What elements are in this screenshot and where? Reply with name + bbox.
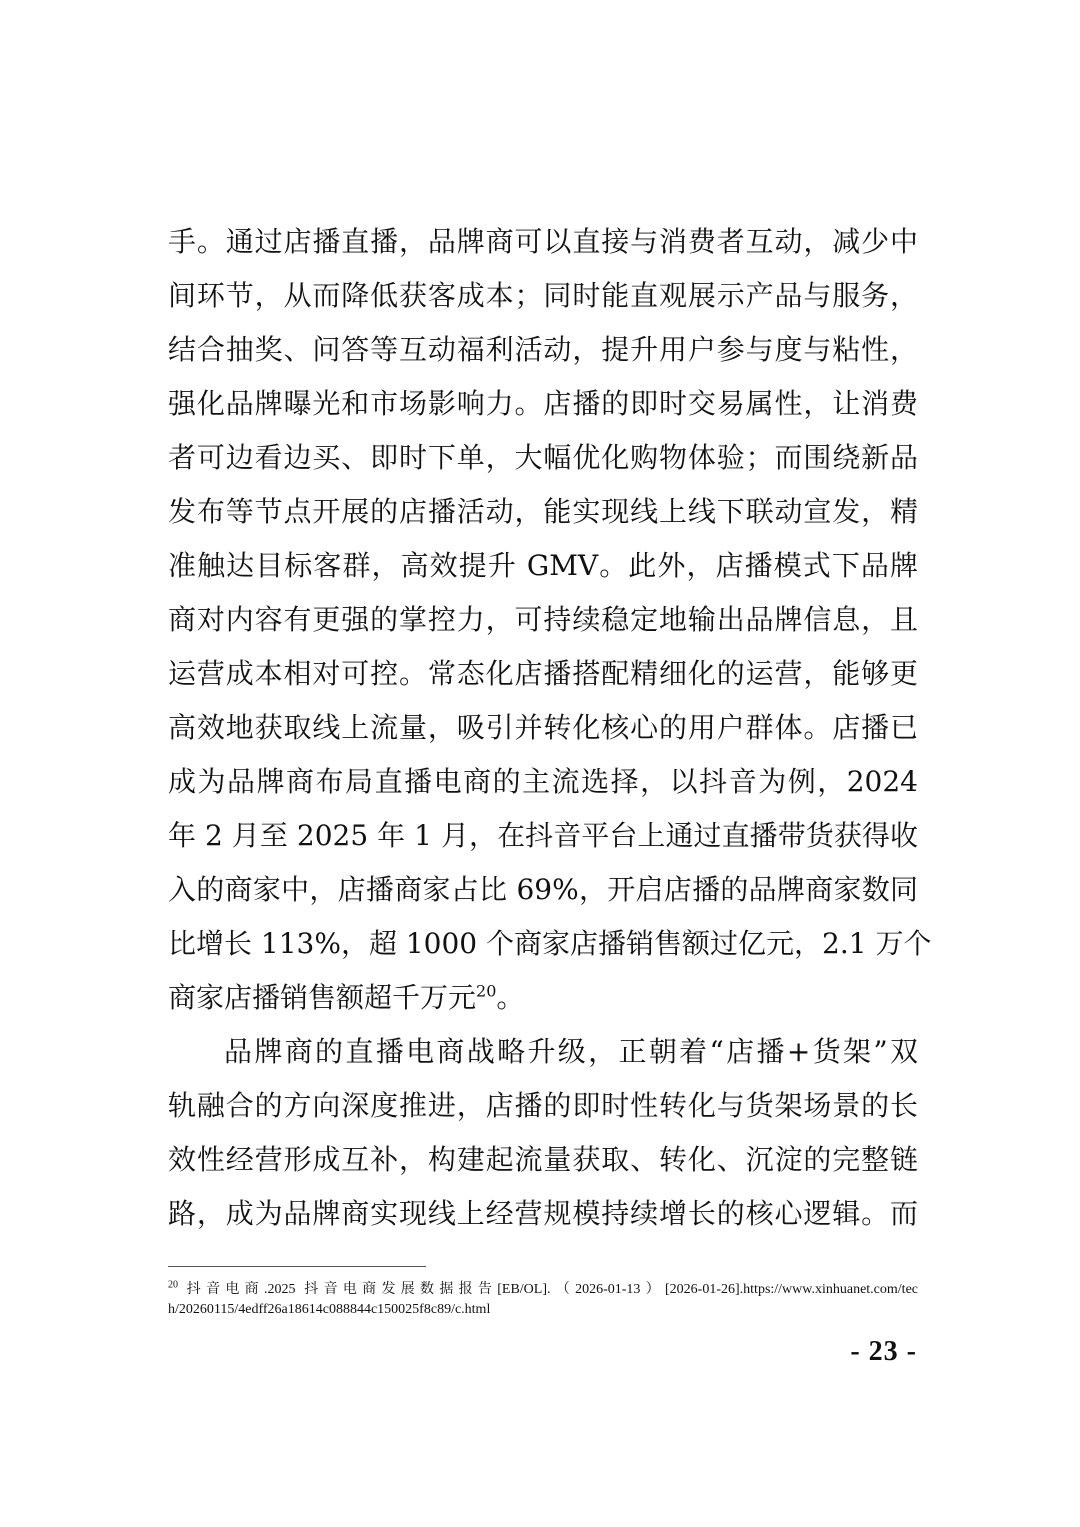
paragraph-2-line-2: 轨融合的方向深度推进，店播的即时性转化与货架场景的长 xyxy=(168,1089,918,1122)
paragraph-1-line-4: 强化品牌曝光和市场影响力。店播的即时交易属性，让消费 xyxy=(168,387,918,420)
footnote-line-2[interactable]: h/20260115/4edff26a18614c088844c150025f8c89/c.html xyxy=(168,1302,491,1317)
footnote-number: 20 xyxy=(168,1279,178,1291)
paragraph-2-line-1: 品牌商的直播电商战略升级，正朝着“店播+货架”双 xyxy=(224,1035,918,1068)
paragraph-1-line-3: 结合抽奖、问答等互动福利活动，提升用户参与度与粘性， xyxy=(168,333,918,366)
paragraph-1-last-line-text: 商家店播销售额超千万元 xyxy=(168,981,477,1014)
paragraph-1-line-8: 商对内容有更强的掌控力，可持续稳定地输出品牌信息，且 xyxy=(168,603,918,636)
body-text xyxy=(168,215,932,1241)
paragraph-1-line-7: 准触达目标客群，高效提升 GMV。此外，店播模式下品牌 xyxy=(168,549,918,582)
footnote-reference[interactable]: 20 xyxy=(476,981,497,1001)
paragraph-2-line-4: 路，成为品牌商实现线上经营规模持续增长的核心逻辑。而 xyxy=(168,1197,918,1230)
footnote-line-1 xyxy=(168,1280,918,1300)
footnote xyxy=(168,1280,918,1320)
paragraph-1-line-11: 成为品牌商布局直播电商的主流选择，以抖音为例，2024 xyxy=(168,765,918,798)
paragraph-1-line-14: 比增长 113%，超 1000 个商家店播销售额过亿元，2.1 万个 xyxy=(168,927,932,960)
paragraph-1-last-line-end: 。 xyxy=(496,981,525,1014)
paragraph-1-line-10: 高效地获取线上流量，吸引并转化核心的用户群体。店播已 xyxy=(168,711,918,744)
paragraph-1-line-9: 运营成本相对可控。常态化店播搭配精细化的运营，能够更 xyxy=(168,657,918,690)
paragraph-1-line-13: 入的商家中，店播商家占比 69%，开启店播的品牌商家数同 xyxy=(168,873,918,906)
paragraph-1-line-2: 间环节，从而降低获客成本；同时能直观展示产品与服务， xyxy=(168,279,918,312)
footnote-divider xyxy=(168,1266,426,1267)
footnote-text-1: 抖音电商.2025 抖音电商发展数据报告[EB/OL].（2026-01-13）[2026-01-26].https://www.xinhuanet.com/tec xyxy=(186,1282,918,1297)
paragraph-1-line-5: 者可边看边买、即时下单，大幅优化购物体验；而围绕新品 xyxy=(168,441,918,474)
page-number: - 23 - xyxy=(850,1336,917,1367)
paragraph-1-line-1: 手。通过店播直播，品牌商可以直接与消费者互动，减少中 xyxy=(168,225,918,258)
paragraph-1-line-6: 发布等节点开展的店播活动，能实现线上线下联动宣发，精 xyxy=(168,495,918,528)
paragraph-1-last-line xyxy=(168,971,918,1025)
paragraph-1-line-12: 年 2 月至 2025 年 1 月，在抖音平台上通过直播带货获得收 xyxy=(168,819,918,852)
paragraph-2-line-3: 效性经营形成互补，构建起流量获取、转化、沉淀的完整链 xyxy=(168,1143,918,1176)
